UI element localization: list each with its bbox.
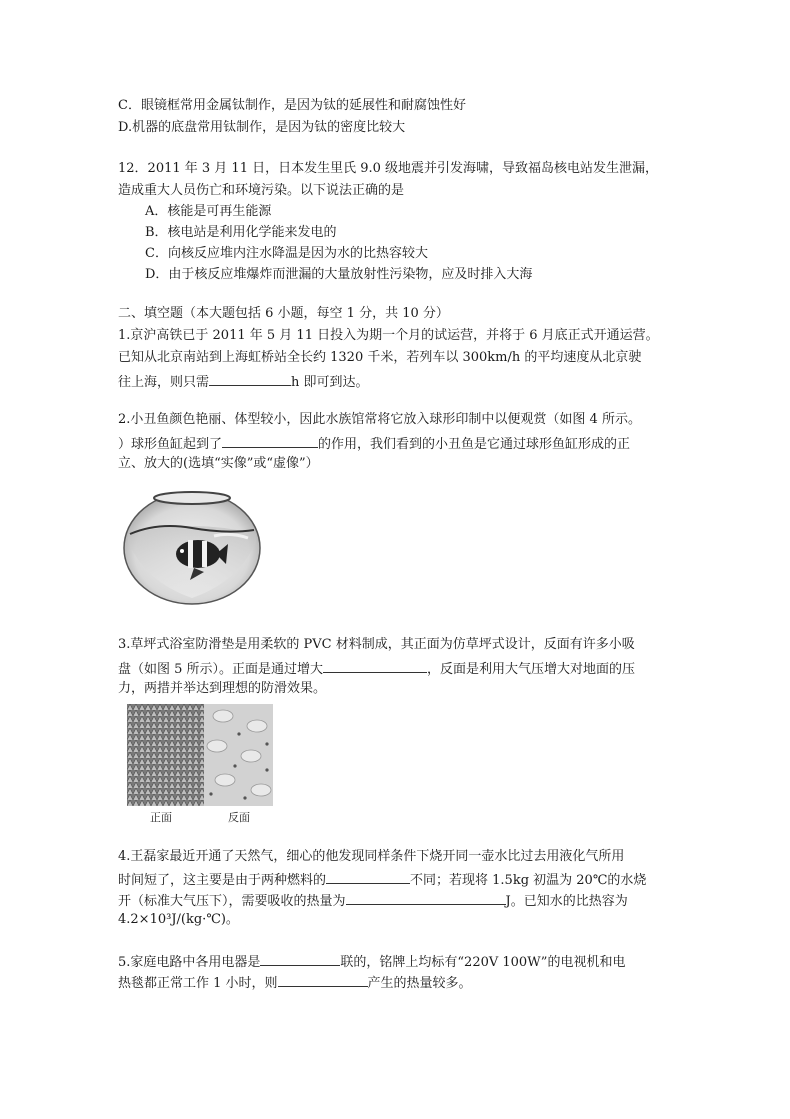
f4-line2-start: 时间短了，这主要是由于两种燃料的 xyxy=(118,873,327,888)
f5-line2-start: 热毯都正常工作 1 小时，则 xyxy=(118,976,278,991)
f5-line1-end: 联的，铭牌上均标有“220V 100W”的电视机和电 xyxy=(340,955,626,970)
f3-answer-blank[interactable] xyxy=(323,658,427,673)
f2-line2-end: 的作用，我们看到的小丑鱼是它通过球形鱼缸形成的正 xyxy=(318,437,631,452)
f1-line1: 1.京沪高铁已于 2011 年 5 月 11 日投入为期一个月的试运营，并将于 6 月底正式开通运营。 xyxy=(118,328,659,343)
f4-line1: 4.王磊家最近开通了天然气，细心的他发现同样条件下烧开同一壶水比过去用液化气所用 xyxy=(118,849,625,864)
f5-line2 xyxy=(118,972,472,993)
fishbowl-figure xyxy=(118,482,268,608)
q12-option-b: B．核电站是利用化学能来发电的 xyxy=(145,225,337,240)
q12-option-a: A．核能是可再生能源 xyxy=(145,204,272,219)
f5-line2-end: 产生的热量较多。 xyxy=(367,976,472,991)
f2-line2-start: ）球形鱼缸起到了 xyxy=(118,437,223,452)
f1-line3-start: 往上海，则只需 xyxy=(118,375,210,390)
option-c: C．眼镜框常用金属钛制作，是因为钛的延展性和耐腐蚀性好 xyxy=(118,98,466,113)
f2-answer-blank[interactable] xyxy=(222,433,318,448)
f3-line3: 力，两措并举达到理想的防滑效果。 xyxy=(118,681,327,696)
f2-line2 xyxy=(118,433,630,454)
f5-answer-blank-1[interactable] xyxy=(260,951,340,966)
f4-line3-start: 开（标准大气压下），需要吸收的热量为 xyxy=(118,894,346,909)
f5-line1 xyxy=(118,951,625,972)
f4-line3 xyxy=(118,890,628,911)
f2-line1: 2.小丑鱼颜色艳丽、体型较小，因此水族馆常将它放入球形印制中以便观赏（如图 4 所示。 xyxy=(118,412,641,427)
f3-line2-start: 盘（如图 5 所示）。正面是通过增大 xyxy=(118,662,324,677)
option-d: D.机器的底盘常用钛制作，是因为钛的密度比较大 xyxy=(118,120,406,135)
caption-front: 正面 xyxy=(150,811,172,824)
f1-answer-blank[interactable] xyxy=(209,371,291,386)
f5-line1-start: 5.家庭电路中各用电器是 xyxy=(118,955,261,970)
f5-answer-blank-2[interactable] xyxy=(278,972,368,987)
f4-line2 xyxy=(118,869,646,890)
mat-front-image xyxy=(127,704,204,806)
q12-line1: 12．2011 年 3 月 11 日，日本发生里氏 9.0 级地震并引发海啸，导致福岛核电站发生泄漏， xyxy=(118,161,659,176)
q12-line2: 造成重大人员伤亡和环境污染。以下说法正确的是 xyxy=(118,183,405,198)
f4-line2-end: 不同；若现将 1.5kg 初温为 20℃的水烧 xyxy=(410,873,647,888)
f4-line3-end: J。已知水的比热容为 xyxy=(505,894,628,909)
f3-line1: 3.草坪式浴室防滑垫是用柔软的 PVC 材料制成，其正面为仿草坪式设计，反面有许多小吸 xyxy=(118,637,635,652)
bathmat-figure xyxy=(127,704,273,806)
f2-line3: 立、放大的(选填“实像”或“虚像”） xyxy=(118,456,319,471)
f4-line4: 4.2×10³J/(kg·℃)。 xyxy=(118,912,239,927)
f1-line3 xyxy=(118,371,369,392)
caption-back: 反面 xyxy=(228,811,250,824)
q12-option-d: D．由于核反应堆爆炸而泄漏的大量放射性污染物，应及时排入大海 xyxy=(145,267,533,282)
q12-option-c: C．向核反应堆内注水降温是因为水的比热容较大 xyxy=(145,246,428,261)
f3-line2-end: ，反面是利用大气压增大对地面的压 xyxy=(427,662,636,677)
f4-answer-blank-2[interactable] xyxy=(346,890,506,905)
f1-line3-end: h 即可到达。 xyxy=(291,375,369,390)
f3-line2 xyxy=(118,658,635,679)
section-heading: 二、填空题（本大题包括 6 小题，每空 1 分，共 10 分） xyxy=(118,306,449,321)
f4-answer-blank-1[interactable] xyxy=(326,869,410,884)
f1-line2: 已知从北京南站到上海虹桥站全长约 1320 千米，若列车以 300km/h 的平均速度从北京驶 xyxy=(118,350,642,365)
